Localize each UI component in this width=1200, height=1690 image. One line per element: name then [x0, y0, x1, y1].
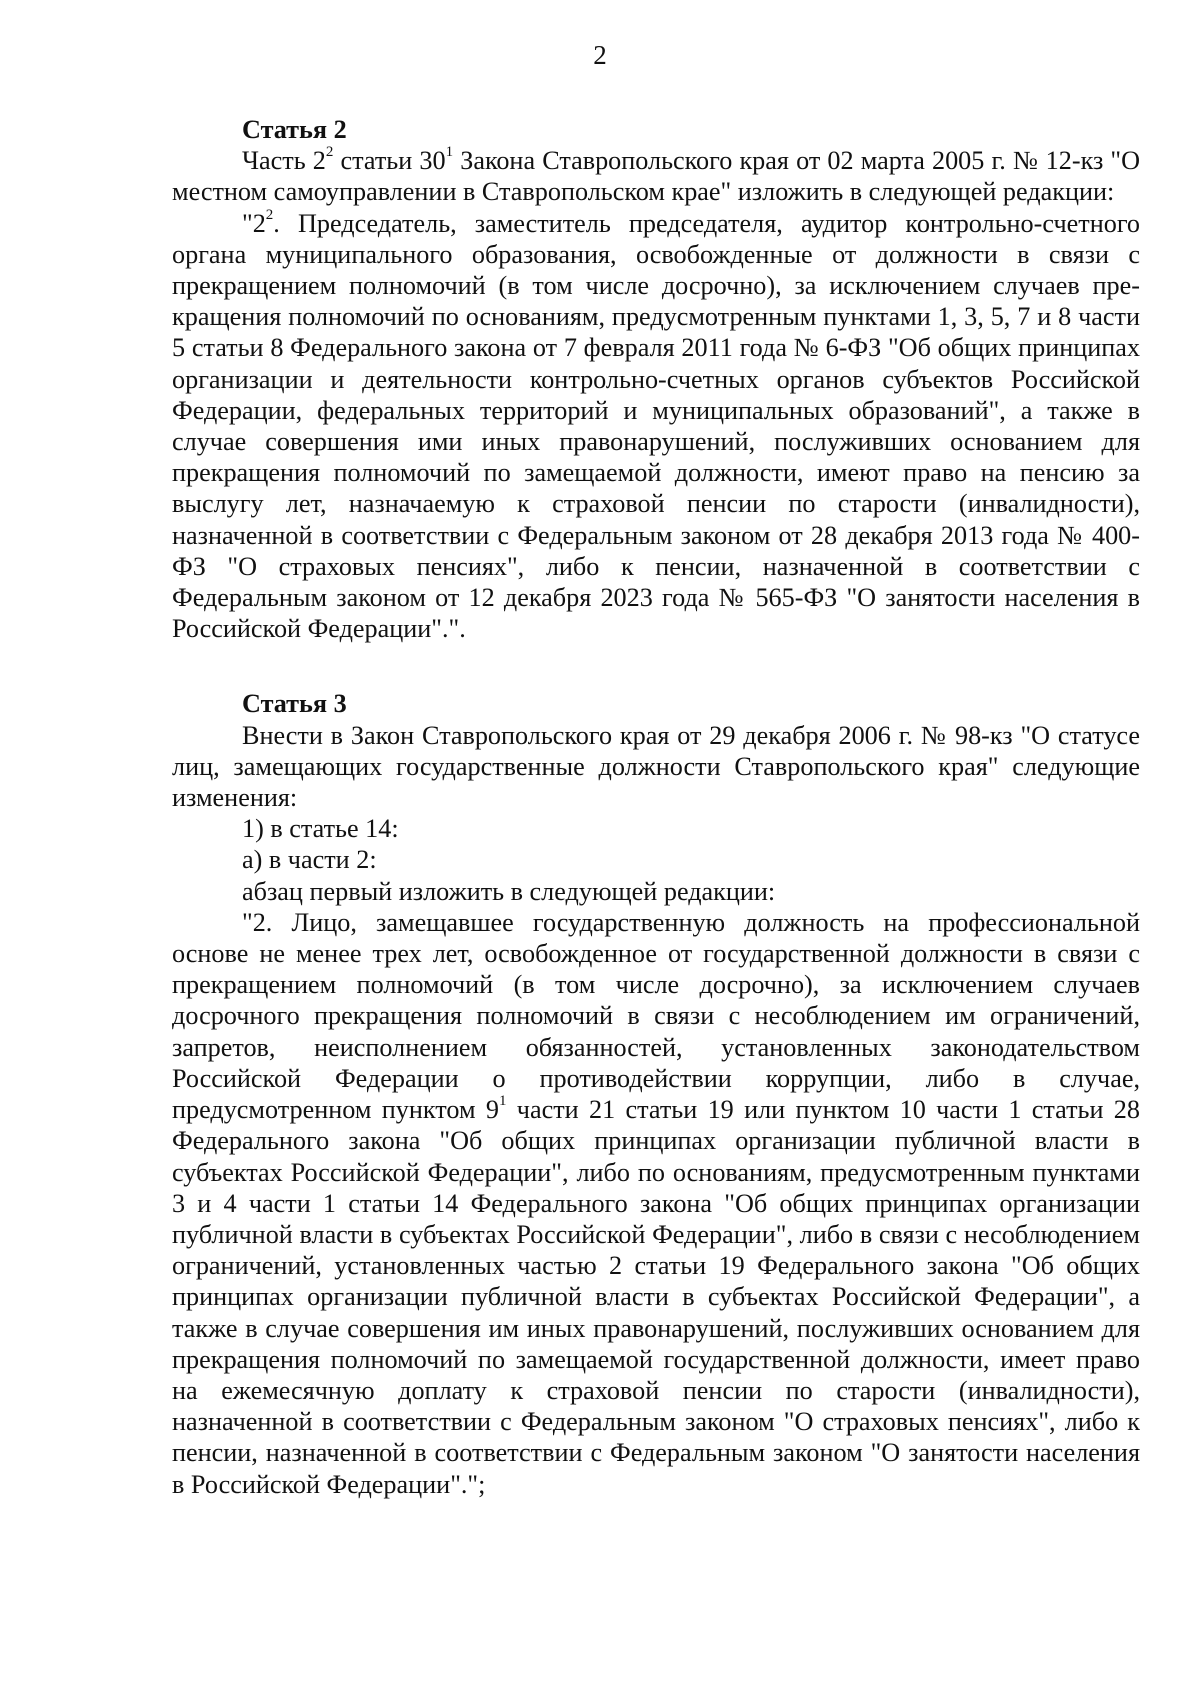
document-body: [172, 114, 1140, 1500]
article-2-quote-text-b: . Председатель, заместитель председателя, аудитор контрольно-счетного органа муниципального образования, освобожденные от должности в связи с прекращением полномочий (в том числе досрочно), за исключением случаев прекращения полномочий по основаниям, предусмотренным пунктами 1, 3, 5, 7 и 8 части 5 статьи 8 Федерального закона от 7 февраля 2011 года № 6-ФЗ "Об общих принципах организации и деятельности контрольно-счетных органов субъектов Российской Федерации, федеральных территорий и муниципальных образований", а также в случае совершения ими иных правонарушений, послуживших основанием для прекращения полномочий по замещаемой должности, имеют право на пенсию за выслугу лет, назначаемую к страховой пенсии по старости (инвалидности), назначенной в соответствии с Федеральным законом от 28 декабря 2013 года № 400-ФЗ "О страховых пенсиях", либо к пенсии, назначенной в соответствии с Федеральным законом от 12 декабря 2023 года № 565-ФЗ "О занятости населения в Российской Федерации".".: [172, 208, 1140, 644]
article-3-heading: Статья 3: [242, 689, 347, 719]
article-2-intro-text-a: Часть 2: [242, 146, 326, 176]
article-3-item-1: 1) в статье 14:: [242, 814, 399, 844]
article-3-item-a: а) в части 2:: [242, 845, 377, 875]
article-3-quote-paragraph: [172, 907, 1140, 1500]
section-spacer: [172, 644, 1140, 688]
article-2-intro-text-c: Закона Ставропольского края от 02 марта 2005 г. № 12-кз "О местном самоуправлении в Ставропольском крае" изложить в следующей редакции:: [172, 146, 1141, 207]
article-2-quote-paragraph: [172, 208, 1140, 645]
article-3-intro-paragraph: Внести в Закон Ставропольского края от 29 декабря 2006 г. № 98-кз "О статусе лиц, замещающих государственные должности Ставропольского края" следующие изменения:: [172, 720, 1140, 813]
article-2: [172, 114, 1140, 644]
superscript: 1: [445, 144, 454, 161]
superscript: 2: [265, 206, 274, 223]
article-3-abzac-paragraph: абзац первый изложить в следующей редакции:: [242, 876, 776, 906]
superscript: 2: [325, 144, 334, 161]
page-number: 2: [593, 40, 607, 70]
article-3: [172, 688, 1140, 1499]
superscript: 1: [498, 1093, 507, 1110]
article-3-quote-text-a: "2. Лицо, замещавшее государственную должность на профессиональной основе не менее трех лет, освобожденное от государственной должности в связи с прекращением полномочий (в том числе досрочно), за исключением случаев досрочного прекращения полномочий в связи с несоблюдением им ограничений, запретов, неисполнением обязанностей, установленных законодательством Российской Федерации о противодействии коррупции, либо в случае, предусмотренном пунктом 9: [172, 907, 1140, 1125]
article-3-quote-text-b: части 21 статьи 19 или пунктом 10 части 1 статьи 28 Федерального закона "Об общих принципах организации публичной власти в субъектах Российской Федерации", либо по основаниям, предусмотренным пунктами 3 и 4 части 1 статьи 14 Федерального закона "Об общих принципах организации публичной власти в субъектах Российской Федерации", либо в связи с несоблюдением ограничений, установленных частью 2 статьи 19 Федерального закона "Об общих принципах организации публичной власти в субъектах Российской Федерации", а также в случае совершения им иных правонарушений, послуживших основанием для прекращения полномочий по замещаемой государственной должности, имеет право на ежемесячную доплату к страховой пенсии по старости (инвалидности), назначенной в соответствии с Федеральным законом "О страховых пенсиях", либо к пенсии, назначенной в соответствии с Федеральным законом "О занятости населения в Российской Федерации".";: [172, 1095, 1140, 1499]
article-2-heading: Статья 2: [242, 115, 347, 144]
article-2-quote-text-a: "2: [242, 208, 266, 238]
article-2-intro-text-b: статьи 30: [333, 146, 446, 176]
article-2-intro-paragraph: [172, 145, 1140, 207]
